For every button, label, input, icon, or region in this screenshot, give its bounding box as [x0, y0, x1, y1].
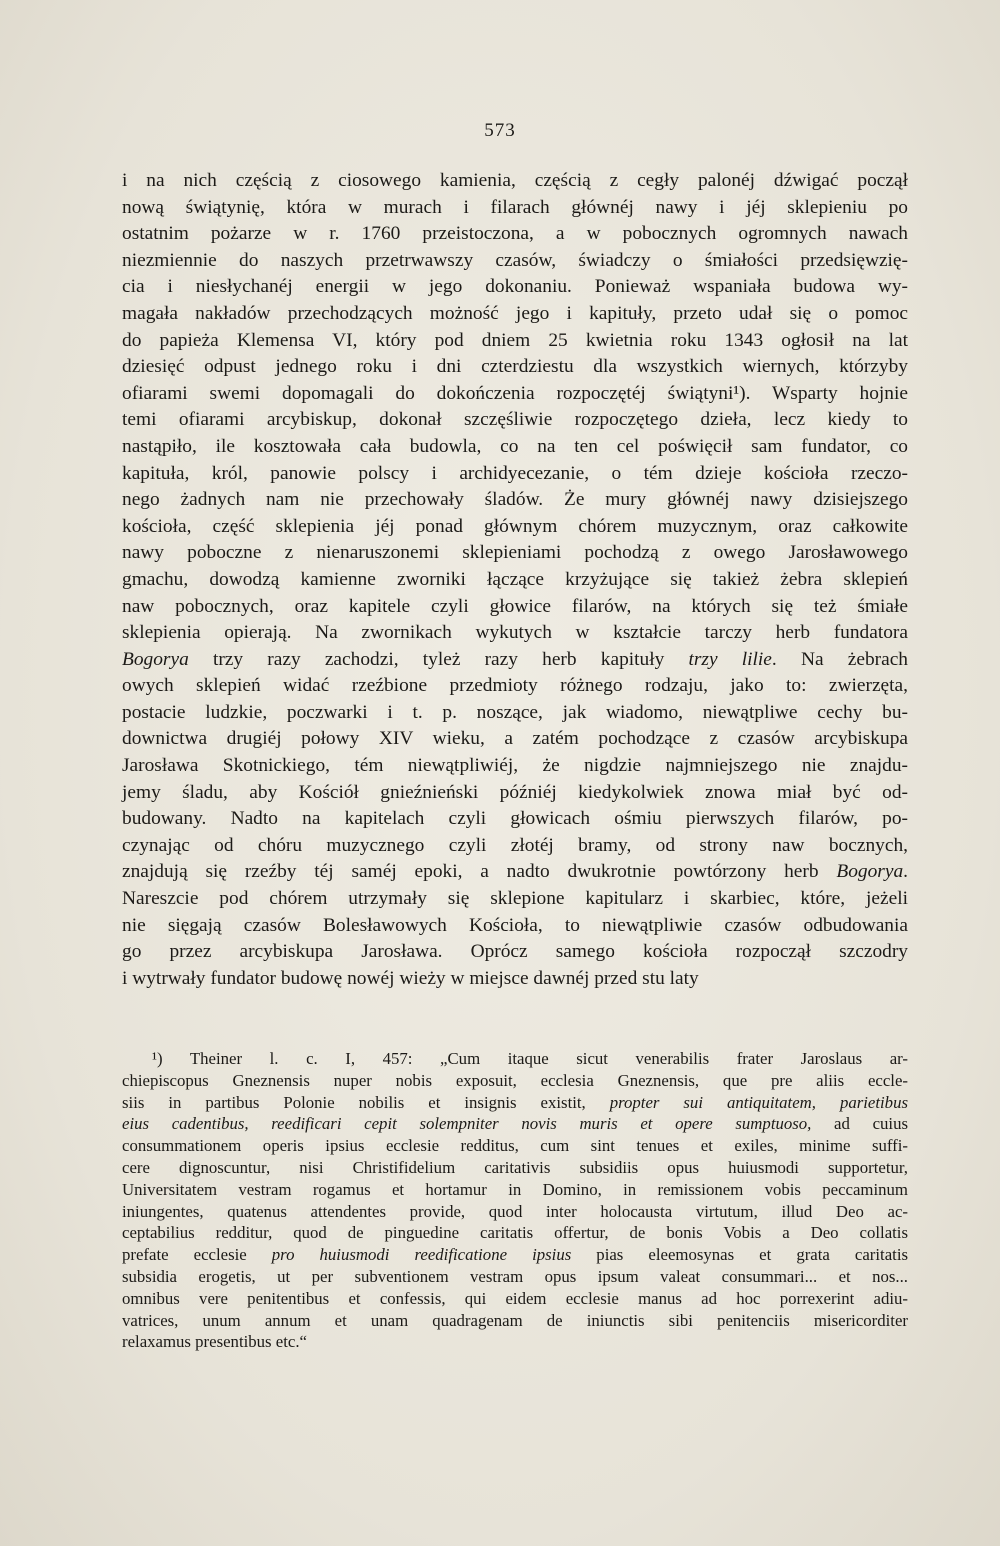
text-line: magała nakładów przechodzących możność jego i kapituły, przeto udał się o pomoc — [122, 302, 908, 324]
text-line: ofiarami swemi dopomagali do dokończenia rozpoczętéj świątyni¹). Wsparty hojnie — [122, 382, 908, 404]
text-line: temi ofiarami arcybiskup, dokonał szczęśliwie rozpoczętego dzieła, lecz kiedy to — [122, 409, 908, 431]
text-line: nową świątynię, która w murach i filarach głównéj nawy i jéj sklepieniu po — [122, 196, 908, 218]
text-line: jemy śladu, aby Kościół gnieźnieński późniéj kiedykolwiek znowa miał być od- — [122, 781, 908, 803]
text-line: go przez arcybiskupa Jarosława. Oprócz samego kościoła rozpoczął szczodry — [122, 941, 908, 963]
footnote-line: eius cadentibus, reedificari cepit solempniter novis muris et opere sumptuoso, ad cuius — [122, 1114, 908, 1134]
footnote-line: prefate ecclesie pro huiusmodi reedificatione ipsius pias eleemosynas et grata caritatis — [122, 1245, 909, 1265]
footnote-line: consummationem operis ipsius ecclesie redditus, cum sint tenues et exiles, minime suffi- — [122, 1136, 908, 1156]
footnote-line: omnibus vere penitentibus et confessis, qui eidem ecclesie manus ad hoc porrexerint adiu- — [122, 1288, 908, 1308]
text-line: znajdują się rzeźby téj saméj epoki, a nadto dwukrotnie powtórzony herb Bogorya. — [122, 861, 908, 883]
text-line: cia i niesłychanéj energii w jego dokonaniu. Ponieważ wspaniała budowa wy- — [122, 276, 908, 298]
footnote-block — [122, 1048, 908, 1353]
footnote-line: relaxamus presentibus etc.“ — [122, 1332, 307, 1352]
text-line: sklepienia opierają. Na zwornikach wykutych w kształcie tarczy herb fundatora — [122, 622, 908, 644]
text-line: i wytrwały fundator budowę nowéj wieży w miejsce dawnéj przed stu laty — [122, 967, 699, 989]
text-line: naw pobocznych, oraz kapitele czyli głowice filarów, na których się też śmiałe — [122, 595, 908, 617]
text-line: czynając od chóru muzycznego czyli złotéj bramy, od strony naw bocznych, — [122, 834, 908, 856]
text-line: niezmiennie do naszych przetrwawszy czasów, świadczy o śmiałości przedsięwzię- — [122, 249, 908, 271]
text-line: nastąpiło, ile kosztowała cała budowla, co na ten cel poświęcił sam fundator, co — [122, 435, 908, 457]
text-line: ostatnim pożarze w r. 1760 przeistoczona, a w pobocznych ogromnych nawach — [122, 223, 908, 245]
text-line: postacie ludzkie, poczwarki i t. p. noszące, jak wiadomo, niewątpliwe cechy bu- — [122, 701, 908, 723]
text-line: kapituła, król, panowie polscy i archidyecezanie, o tém dzieje kościoła rzeczo- — [122, 462, 908, 484]
footnote-line: chiepiscopus Gneznensis nuper nobis exposuit, ecclesia Gneznensis, que pre aliis eccle- — [122, 1070, 908, 1090]
text-line: do papieża Klemensa VI, który pod dniem 25 kwietnia roku 1343 ogłosił na lat — [122, 329, 908, 351]
footnote-line: subsidia erogetis, ut per subventionem vestram opus ipsum valeat consummari... et nos... — [122, 1266, 908, 1286]
text-line: gmachu, dowodzą kamienne zworniki łączące krzyżujące się takież żebra sklepień — [122, 568, 908, 590]
footnote-line: cere dignoscuntur, nisi Christifidelium caritativis subsidiis opus huiusmodi supportetur, — [122, 1157, 908, 1177]
text-line: nawy poboczne z nienaruszonemi sklepieniami pochodzą z owego Jarosławowego — [122, 542, 908, 564]
text-line: nego żadnych nam nie przechowały śladów. Że mury głównéj nawy dzisiejszego — [122, 489, 908, 511]
text-line: Nareszcie pod chórem utrzymały się sklepione kapitularz i skarbiec, które, jeżeli — [122, 888, 908, 910]
text-line: nie sięgają czasów Bolesławowych Kościoła, to niewątpliwie czasów odbudowania — [122, 914, 908, 936]
footnote-line: Universitatem vestram rogamus et hortamur in Domino, in remissionem vobis peccaminum — [122, 1179, 908, 1199]
text-line: downictwa drugiéj połowy XIV wieku, a zatém pochodzące z czasów arcybiskupa — [122, 728, 908, 750]
main-text-block — [122, 168, 908, 992]
text-line: i na nich częścią z ciosowego kamienia, częścią z cegły palonéj dźwigać począł — [122, 170, 908, 191]
text-line: budowany. Nadto na kapitelach czyli głowicach ośmiu pierwszych filarów, po- — [122, 808, 908, 830]
text-line: Jarosława Skotnickiego, tém niewątpliwiéj, że nigdzie najmniejszego nie znajdu- — [122, 755, 908, 777]
footnote-line: ¹) Theiner l. c. I, 457: „Cum itaque sicut venerabilis frater Jaroslaus ar- — [152, 1049, 908, 1068]
page-number: 573 — [484, 120, 516, 141]
footnote-line: iniungentes, quatenus attendentes provide, quod inter holocausta virtutum, illud Deo ac- — [122, 1201, 908, 1221]
text-line: owych sklepień widać rzeźbione przedmioty różnego rodzaju, jako to: zwierzęta, — [122, 675, 908, 697]
footnote-line: vatrices, unum annum et unam quadragenam de iniunctis sibi penitenciis misericorditer — [122, 1310, 908, 1330]
text-line: kościoła, część sklepienia jéj ponad głównym chórem muzycznym, oraz całkowite — [122, 515, 908, 537]
text-line: Bogorya trzy razy zachodzi, tyleż razy herb kapituły trzy lilie. Na żebrach — [122, 648, 909, 670]
footnote-line: ceptabilius redditur, quod de pinguedine caritatis offertur, de bonis Vobis a Deo collatis — [122, 1223, 908, 1243]
footnote-line: siis in partibus Polonie nobilis et insignis existit, propter sui antiquitatem, parietibus — [122, 1092, 908, 1112]
text-line: dziesięć odpust jednego roku i dni czterdziestu dla wszystkich wiernych, którzyby — [122, 356, 908, 378]
